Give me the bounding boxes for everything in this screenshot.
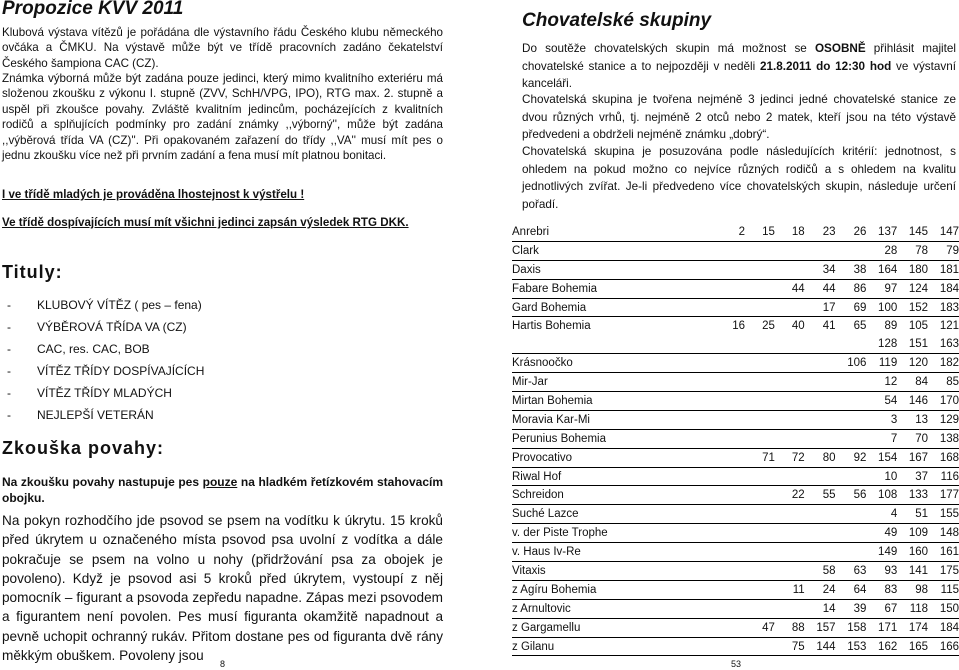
catalog-number: 11 [775,580,805,599]
catalog-number: 149 [866,543,897,562]
catalog-number [805,467,836,486]
kennel-name: z Gargamellu [512,618,687,637]
catalog-number [745,524,775,543]
catalog-number [687,354,715,373]
catalog-number: 71 [745,448,775,467]
catalog-number [715,637,745,656]
catalog-number: 151 [897,335,928,353]
catalog-number: 174 [897,618,928,637]
catalog-number: 115 [928,580,959,599]
kennel-name: Perunius Bohemia [512,429,687,448]
catalog-number: 105 [908,320,929,333]
catalog-number: 28 [866,241,897,260]
catalog-number [687,223,715,241]
catalog-number [836,467,867,486]
collar-note-emphasis: pouze [202,475,238,489]
catalog-number [836,410,867,429]
table-row [512,448,959,467]
catalog-number: 183 [928,298,959,317]
catalog-number [687,524,715,543]
catalog-number: 79 [928,241,959,260]
catalog-number: 85 [928,373,959,392]
table-row [512,298,959,317]
kennel-name: v. Haus Iv-Re [512,543,687,562]
catalog-number: 154 [866,448,897,467]
catalog-number [687,279,715,298]
catalog-number [687,373,715,392]
kennel-name: v. der Piste Trophe [512,524,687,543]
catalog-number [745,467,775,486]
catalog-number: 184 [928,279,959,298]
catalog-number [715,467,745,486]
catalog-number: 138 [928,429,959,448]
catalog-number: 15 [745,223,775,241]
catalog-number: 34 [805,260,836,279]
catalog-number: 54 [866,392,897,411]
catalog-number: 47 [745,618,775,637]
table-row [512,580,959,599]
catalog-number: 17 [805,298,836,317]
catalog-number: 44 [775,279,805,298]
catalog-number [715,562,745,581]
catalog-number [775,562,805,581]
temperament-test-description: Na pokyn rozhodčího jde psovod se psem na vodítku k úkrytu. 15 kroků před úkrytem u označeného místa psovod psa uvolní z vodítka a dále pokračuje se psem na volno u nohy (přidržování psa za obojek je povoleno). Když je psovod asi 5 kroků před úkrytem, vystoupí z něj pomocník – figurant a psovoda zepředu napadne. Zápas mezi psovodem a figurantem není povolen. Pes musí figuranta okamžitě napadnout a pevně uchopit ochranný rukáv. Přitom dostane pes od figuranta dvě rány měkkým obuškem. Povoleny jsou [2,513,443,664]
catalog-number: 129 [928,410,959,429]
catalog-number: 164 [866,260,897,279]
catalog-number: 163 [928,335,959,353]
catalog-number [687,618,715,637]
catalog-number [805,543,836,562]
catalog-number: 166 [928,637,959,656]
catalog-number: 83 [866,580,897,599]
catalog-number: 26 [836,223,867,241]
catalog-number: 175 [928,562,959,581]
catalog-number [687,486,715,505]
list-dash: - [7,320,11,334]
title-item [2,316,402,338]
catalog-number: 158 [836,618,867,637]
kennel-name: Suché Lazce [512,505,687,524]
catalog-number: 170 [928,392,959,411]
catalog-number: 160 [897,543,928,562]
title-item-text: VÍTĚZ TŘÍDY MLADÝCH [37,386,172,400]
catalog-number: 24 [805,580,836,599]
catalog-number [745,410,775,429]
kennel-name: Gard Bohemia [512,298,687,317]
list-dash: - [7,342,11,356]
catalog-number: 44 [805,279,836,298]
title-item [2,360,402,382]
catalog-number: 153 [836,637,867,656]
registration-text: Do soutěže chovatelských skupin má možnost se [522,42,815,55]
title-item [2,382,402,404]
catalog-number [715,429,745,448]
catalog-number [836,524,867,543]
catalog-number: 3 [866,410,897,429]
catalog-number: 80 [805,448,836,467]
catalog-number [836,373,867,392]
breeding-groups-table [512,223,959,656]
table-row [512,524,959,543]
catalog-number [715,392,745,411]
catalog-number: 55 [805,486,836,505]
catalog-number: 7 [866,429,897,448]
table-row [512,373,959,392]
kennel-name: Mirtan Bohemia [512,392,687,411]
kennel-name: z Agíru Bohemia [512,580,687,599]
catalog-number: 10 [866,467,897,486]
catalog-number: 177 [928,486,959,505]
catalog-number [836,335,867,353]
title-item-text: CAC, res. CAC, BOB [37,342,150,356]
catalog-number [715,448,745,467]
catalog-number [775,524,805,543]
catalog-number [775,429,805,448]
catalog-number: 64 [836,580,867,599]
title-item [2,338,402,360]
catalog-number: 165 [897,637,928,656]
catalog-number: 124 [897,279,928,298]
rules-paragraph: Známka výborná může být zadána pouze jedinci, který mimo kvalitního exteriéru má složenou zkoušku z výkonu I. stupně (ZVV, SchH/VPG, IPO), RTG max. 2. stupně a uspěl při zkoušce povahy. Zvláště kvalitním jedincům, pocházejících z kvalitních rodičů a splňujících podmínky pro zadání známky ,,výborný'', může být zadána ,,výběrová třída VA (CZ)''. Při opakovaném zařazení do třídy ,,VA'' musí mít pes o jednu zkoušku více než při prvním zadání a fena musí mít platnou bonitaci. [2,72,443,163]
catalog-number [687,410,715,429]
catalog-number: 148 [928,524,959,543]
catalog-number [745,505,775,524]
left-page-number: 8 [220,659,226,669]
collar-note-text-end: na hladkém řetízkovém stahovacím obojku. [2,475,444,505]
catalog-number [715,279,745,298]
catalog-number: 40 [791,320,805,333]
kennel-name: Daxis [512,260,687,279]
title-item-text: VÍTĚZ TŘÍDY DOSPÍVAJÍCÍCH [37,364,205,378]
list-dash: - [7,408,11,422]
catalog-number: 58 [805,562,836,581]
catalog-number: 168 [928,448,959,467]
catalog-number [715,599,745,618]
catalog-number: 184 [928,618,959,637]
catalog-number [775,392,805,411]
catalog-number [805,241,836,260]
catalog-number [775,260,805,279]
catalog-number [775,373,805,392]
catalog-number [687,580,715,599]
catalog-number [745,298,775,317]
catalog-number: 152 [897,298,928,317]
young-class-note: I ve třídě mladých je prováděna lhostejnost k výstřelu ! [2,188,305,201]
title-item-text: VÝBĚROVÁ TŘÍDA VA (CZ) [37,320,187,334]
catalog-number [687,505,715,524]
kennel-name: z Gilanu [512,637,687,656]
catalog-number [715,373,745,392]
catalog-number [745,637,775,656]
catalog-number [715,618,745,637]
catalog-number: 141 [897,562,928,581]
catalog-number [775,467,805,486]
catalog-number [687,298,715,317]
catalog-number [715,241,745,260]
catalog-number: 146 [897,392,928,411]
catalog-number: 72 [775,448,805,467]
catalog-number [745,260,775,279]
catalog-number [805,392,836,411]
table-row [512,223,959,241]
catalog-number: 182 [928,354,959,373]
catalog-number: 180 [897,260,928,279]
catalog-number: 157 [805,618,836,637]
catalog-number [715,486,745,505]
table-row [512,562,959,581]
catalog-number [745,392,775,411]
table-row [512,317,959,335]
catalog-number: 38 [836,260,867,279]
breeding-groups-title: Chovatelské skupiny [522,10,712,31]
catalog-number: 121 [939,320,959,333]
catalog-number [745,354,775,373]
catalog-number [805,410,836,429]
criteria-paragraph: Chovatelská skupina je posuzována podle následujících kritérií: jednotnost, s ohledem na pokud možno co nejvíce různých rodičů a s ohledem na kvalitu jednotlivých zvířat. Je-li předvedeno více chovatelských skupin, následuje určení pořadí. [522,145,956,211]
catalog-number [687,562,715,581]
catalog-number [775,298,805,317]
collar-note-text: Na zkoušku povahy nastupuje pes [2,475,203,489]
catalog-number: 100 [866,298,897,317]
catalog-number: 171 [866,618,897,637]
catalog-number: 67 [866,599,897,618]
catalog-number: 86 [836,279,867,298]
catalog-number: 37 [897,467,928,486]
catalog-number [745,279,775,298]
adolescent-class-note: Ve třídě dospívajících musí mít všichni jedinci zapsán výsledek RTG DKK. [2,216,409,229]
title-item-text: KLUBOVÝ VÍTĚZ ( pes – fena) [37,298,202,312]
registration-text-mid: přihlásit majitel chovatelské stanice a to nejpozději v neděli [522,42,956,73]
table-row [512,241,959,260]
kennel-name: Riwal Hof [512,467,687,486]
table-row [512,505,959,524]
catalog-number [715,524,745,543]
catalog-number: 75 [775,637,805,656]
catalog-number [687,599,715,618]
catalog-number [836,392,867,411]
catalog-number: 93 [866,562,897,581]
catalog-number: 98 [897,580,928,599]
catalog-number: 120 [897,354,928,373]
catalog-number: 118 [897,599,928,618]
catalog-number: 14 [805,599,836,618]
kennel-name: Fabare Bohemia [512,279,687,298]
catalog-number [687,467,715,486]
kennel-name: Hartis Bohemia [512,320,591,333]
table-row [512,429,959,448]
catalog-number: 63 [836,562,867,581]
catalog-number [775,354,805,373]
catalog-number [775,335,805,353]
registration-text-end: ve výstavní kanceláři. [522,59,956,90]
catalog-number: 70 [897,429,928,448]
catalog-number: 49 [866,524,897,543]
catalog-number: 162 [866,637,897,656]
table-row [512,543,959,562]
table-row [512,486,959,505]
catalog-number: 56 [836,486,867,505]
catalog-number [745,335,775,353]
title-item [2,294,402,316]
catalog-number [745,599,775,618]
page-title: Propozice KVV 2011 [2,0,184,19]
catalog-number: 39 [836,599,867,618]
catalog-number: 150 [928,599,959,618]
catalog-number: 109 [897,524,928,543]
catalog-number [836,505,867,524]
catalog-number [715,354,745,373]
catalog-number [745,429,775,448]
table-row [512,599,959,618]
table-row [512,354,959,373]
catalog-number: 25 [762,320,775,333]
catalog-number [715,260,745,279]
catalog-number [745,543,775,562]
catalog-number [775,241,805,260]
titles-list [2,294,402,426]
catalog-number [715,543,745,562]
catalog-number: 144 [805,637,836,656]
catalog-number: 137 [866,223,897,241]
catalog-number: 65 [853,320,867,333]
catalog-number [805,354,836,373]
catalog-number [805,335,836,353]
catalog-number: 18 [775,223,805,241]
catalog-number: 119 [866,354,897,373]
table-row [512,392,959,411]
catalog-number [687,429,715,448]
catalog-number [836,241,867,260]
catalog-number: 22 [775,486,805,505]
catalog-number [687,392,715,411]
title-item [2,404,402,426]
catalog-number: 12 [866,373,897,392]
table-row [512,335,959,353]
catalog-number [687,260,715,279]
catalog-number [775,543,805,562]
catalog-number [715,298,745,317]
kennel-name: z Arnultovic [512,599,687,618]
table-row [512,410,959,429]
table-row [512,279,959,298]
catalog-number [775,410,805,429]
catalog-number [687,448,715,467]
temperament-test-collar-note [2,474,443,506]
catalog-number [745,580,775,599]
table-row [512,467,959,486]
titles-heading: Tituly: [2,262,63,282]
catalog-number: 23 [805,223,836,241]
composition-paragraph: Chovatelská skupina je tvořena nejméně 3 jedinci jedné chovatelské stanice ze dvou různých vrhů, tj. nejméně 2 otců nebo 2 matek, kteří jsou na této výstavě předvedeni a obdrželi nejméně známku „dobrý“. [522,93,956,141]
table-row [512,637,959,656]
catalog-number [805,429,836,448]
catalog-number: 133 [897,486,928,505]
kennel-name: Mir-Jar [512,373,687,392]
catalog-number: 108 [866,486,897,505]
catalog-number [745,486,775,505]
kennel-name: Provocativo [512,448,687,467]
catalog-number [805,524,836,543]
catalog-number: 97 [866,279,897,298]
catalog-number [687,317,715,335]
catalog-number [745,241,775,260]
kennel-name: Schreidon [512,486,687,505]
catalog-number [775,505,805,524]
registration-paragraph [522,40,956,93]
table-row [512,260,959,279]
catalog-number: 4 [866,505,897,524]
catalog-number [715,505,745,524]
kennel-name: Clark [512,241,687,260]
kennel-name [512,335,687,353]
catalog-number [715,335,745,353]
catalog-number [775,599,805,618]
catalog-number: 84 [897,373,928,392]
catalog-number [836,543,867,562]
catalog-number [805,373,836,392]
list-dash: - [7,298,11,312]
catalog-number: 92 [836,448,867,467]
catalog-number: 161 [928,543,959,562]
catalog-number [687,335,715,353]
table-row [512,618,959,637]
kennel-name: Anrebri [512,223,687,241]
catalog-number [687,637,715,656]
intro-paragraph: Klubová výstava vítězů je pořádána dle výstavního řádu Českého klubu německého ovčáka a ČMKU. Na výstavě může být ve třídě pracovních zadáno čekatelství Českého šampiona CAC (CZ). [2,26,443,70]
catalog-number: 13 [897,410,928,429]
catalog-number [715,580,745,599]
registration-deadline: 21.8.2011 do 12:30 hod [760,59,892,73]
catalog-number [687,543,715,562]
kennel-name: Vitaxis [512,562,687,581]
registration-personal: OSOBNĚ [814,42,866,55]
catalog-number: 128 [866,335,897,353]
catalog-number [745,373,775,392]
catalog-number: 181 [928,260,959,279]
catalog-number: 89 [884,320,898,333]
catalog-number: 145 [897,223,928,241]
catalog-number: 51 [897,505,928,524]
catalog-number: 116 [928,467,959,486]
catalog-number [745,562,775,581]
list-dash: - [7,364,11,378]
kennel-name: Moravia Kar-Mi [512,410,687,429]
catalog-number: 2 [715,223,745,241]
catalog-number [687,241,715,260]
catalog-number [715,410,745,429]
catalog-number [836,429,867,448]
catalog-number: 167 [897,448,928,467]
right-page-number: 53 [731,659,742,669]
catalog-number: 69 [836,298,867,317]
catalog-number: 16 [732,320,746,333]
temperament-test-heading: Zkouška povahy: [2,438,165,458]
catalog-number: 88 [775,618,805,637]
catalog-number: 41 [822,320,836,333]
catalog-number: 78 [897,241,928,260]
kennel-name: Krásnoočko [512,354,687,373]
catalog-number: 155 [928,505,959,524]
title-item-text: NEJLEPŠÍ VETERÁN [37,408,154,422]
catalog-number: 106 [836,354,867,373]
catalog-number [805,505,836,524]
catalog-number: 147 [928,223,959,241]
list-dash: - [7,386,11,400]
